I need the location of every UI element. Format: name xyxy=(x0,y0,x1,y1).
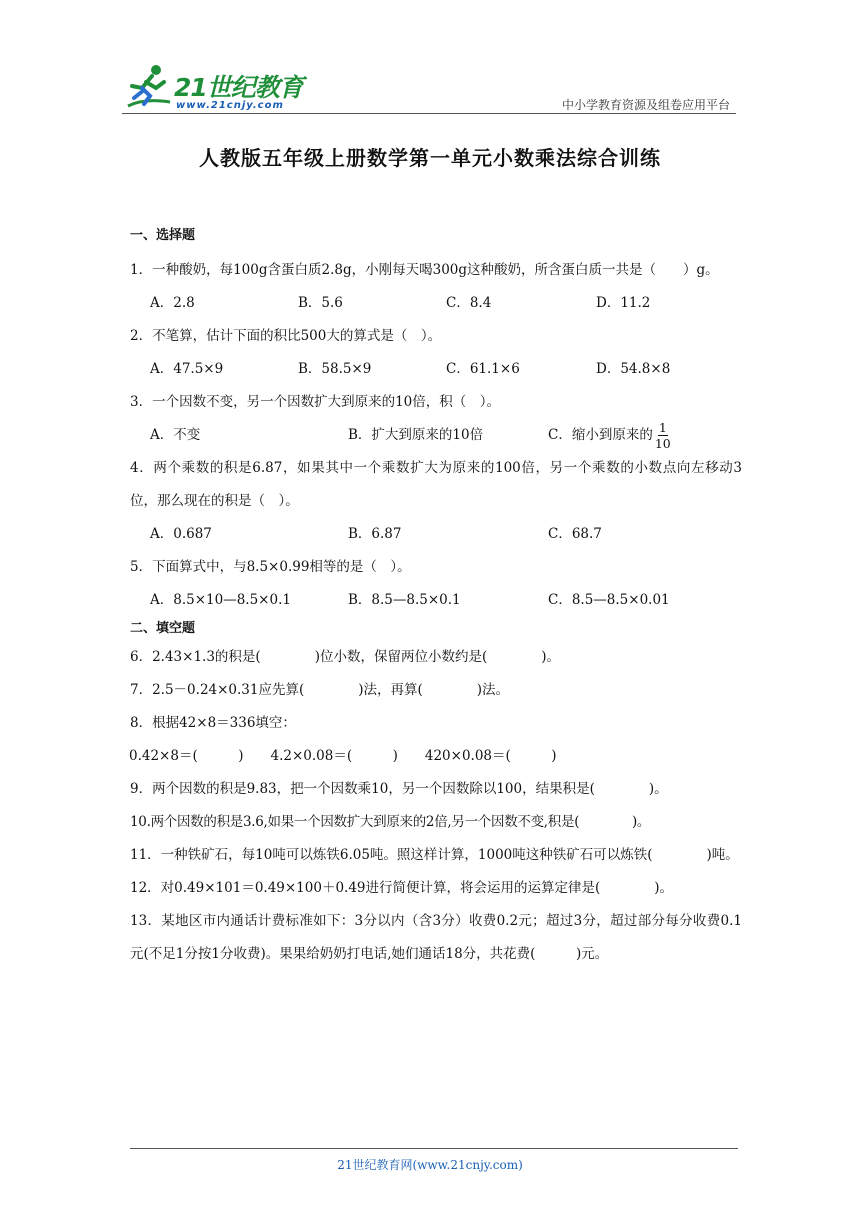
question-5: 5．下面算式中，与8.5×0.99相等的是（ ）。 xyxy=(130,559,411,575)
option-a: A．47.5×9 xyxy=(150,361,224,377)
fraction-denominator: 10 xyxy=(654,436,671,451)
worksheet-content xyxy=(130,226,742,971)
question-8-blanks: 0.42×8＝( ) 4.2×0.08＝( ) 420×0.08＝( ) xyxy=(129,748,557,764)
site-logo xyxy=(122,62,303,120)
option-a: A．0.687 xyxy=(150,526,212,542)
platform-name: 中小学教育资源及组卷应用平台 xyxy=(561,98,730,112)
option-a: A．不变 xyxy=(150,427,201,443)
page-title: 人教版五年级上册数学第一单元小数乘法综合训练 xyxy=(199,146,661,170)
option-b: B．5.6 xyxy=(298,295,343,311)
option-c: C．68.7 xyxy=(548,526,602,542)
footer-divider xyxy=(130,1148,738,1149)
option-c xyxy=(548,419,671,452)
logo-text: 21世纪教育 xyxy=(174,73,303,102)
question-2-options xyxy=(130,353,742,386)
fraction xyxy=(655,420,671,451)
question-11: 11．一种铁矿石，每10吨可以炼铁6.05吨。照这样计算，1000吨这种铁矿石可以炼铁( )吨。 xyxy=(130,847,739,863)
question-6: 6．2.43×1.3的积是( )位小数，保留两位小数约是( )。 xyxy=(130,649,560,665)
option-d: D．54.8×8 xyxy=(596,361,671,377)
question-2: 2．不笔算，估计下面的积比500大的算式是（ ）。 xyxy=(130,328,442,344)
option-b: B．扩大到原来的10倍 xyxy=(348,427,484,443)
question-4: 4．两个乘数的积是6.87，如果其中一个乘数扩大为原来的100倍，另一个乘数的小数点向左移动3位，那么现在的积是（ ）。 xyxy=(130,460,742,509)
option-a: A．2.8 xyxy=(150,295,195,311)
question-1-options xyxy=(130,287,742,320)
question-9: 9．两个因数的积是9.83，把一个因数乘10，另一个因数除以100，结果积是( )。 xyxy=(130,781,668,797)
question-1: 1．一种酸奶，每100g含蛋白质2.8g，小刚每天喝300g这种酸奶，所含蛋白质一共是（ ）g。 xyxy=(130,262,719,278)
question-10: 10.两个因数的积是3.6,如果一个因数扩大到原来的2倍,另一个因数不变,积是( )。 xyxy=(130,814,651,830)
question-4-options xyxy=(130,518,742,551)
runner-logo-icon xyxy=(122,62,176,112)
option-b: B．58.5×9 xyxy=(298,361,372,377)
option-a: A．8.5×10—8.5×0.1 xyxy=(150,592,291,608)
question-13: 13．某地区市内通话计费标准如下：3分以内（含3分）收费0.2元；超过3分，超过部分每分收费0.1元(不足1分按1分收费)。果果给奶奶打电话,她们通话18分，共花费( )元。 xyxy=(130,913,742,962)
section-choice: 一、选择题 xyxy=(130,228,196,243)
fraction-numerator: 1 xyxy=(658,420,667,435)
option-b: B．6.87 xyxy=(348,526,402,542)
section-fill: 二、填空题 xyxy=(130,621,196,636)
question-3: 3．一个因数不变，另一个因数扩大到原来的10倍，积（ ）。 xyxy=(130,394,501,410)
option-c: C．8.4 xyxy=(446,295,492,311)
question-3-options xyxy=(130,419,742,452)
option-c-text: C．缩小到原来的 xyxy=(548,427,653,443)
option-c: C．8.5—8.5×0.01 xyxy=(548,592,670,608)
option-b: B．8.5—8.5×0.1 xyxy=(348,592,461,608)
footer-link[interactable]: 21世纪教育网(www.21cnjy.com) xyxy=(337,1158,523,1172)
question-12: 12．对0.49×101＝0.49×100＋0.49进行简便计算，将会运用的运算定律是( )。 xyxy=(130,880,674,896)
header-divider xyxy=(122,113,736,114)
option-d: D．11.2 xyxy=(596,295,651,311)
question-8: 8．根据42×8＝336填空： xyxy=(130,715,296,731)
logo-url: www.21cnjy.com xyxy=(176,100,284,111)
question-5-options xyxy=(130,584,742,617)
option-c: C．61.1×6 xyxy=(446,361,520,377)
question-7: 7．2.5－0.24×0.31应先算( )法，再算( )法。 xyxy=(130,682,510,698)
